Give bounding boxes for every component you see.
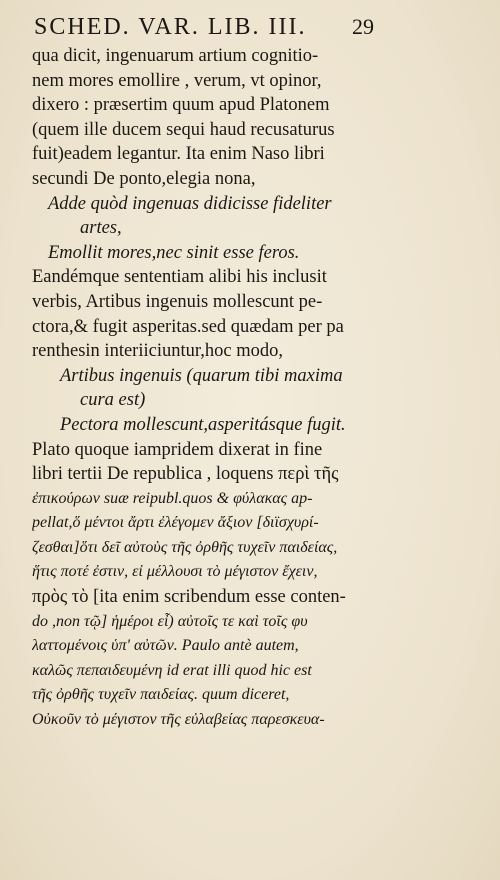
- running-head: SCHED. VAR. LIB. III.: [34, 14, 307, 40]
- verse-line: cura est): [80, 390, 146, 411]
- greek-line: καλῶς πεπαιδευμένη id erat illi quod hic est: [32, 661, 312, 679]
- text-line: renthesin interiiciuntur,hoc modo,: [32, 341, 284, 362]
- text-line: πρὸς τὸ [ita enim scribendum esse conten-: [32, 587, 346, 608]
- verse-line: artes,: [80, 218, 122, 239]
- greek-line: λαττομένοις ὑπ' αὐτῶν. Paulo antè autem,: [32, 637, 299, 655]
- text-line: dixero : præsertim quum apud Platonem: [32, 95, 330, 116]
- verse-line: Adde quòd ingenuas didicisse fideliter: [48, 193, 332, 214]
- greek-line: ἥτις ποτέ ἐστιν, εἰ μέλλουσι τὸ μέγιστον ἔχειν,: [32, 563, 318, 581]
- text-line: verbis, Artibus ingenuis mollescunt pe-: [32, 291, 323, 312]
- text-line: secundi De ponto,elegia nona,: [32, 168, 256, 189]
- greek-line: τῆς ὀρθῆς τυχεῖν παιδείας. quum diceret,: [32, 686, 290, 704]
- text-line: qua dicit, ingenuarum artium cognitio-: [32, 46, 319, 66]
- text-line: libri tertii De republica , loquens περὶ τῆς: [32, 464, 339, 485]
- page-header: [0, 14, 500, 44]
- verse-line: Pectora mollescunt,asperitásque fugit.: [60, 414, 346, 435]
- greek-line: ἐπικούρων suæ reipubl.quos & φύλακας ap-: [32, 489, 313, 507]
- text-line: Plato quoque iampridem dixerat in fine: [32, 439, 323, 460]
- text-line: Eandémque sententiam alibi his inclusit: [32, 267, 327, 288]
- text-line: (quem ille ducem sequi haud recusaturus: [32, 119, 335, 140]
- greek-line: ζεσθαι]ὅτι δεῖ αὐτοὺς τῆς ὀρθῆς τυχεῖν παιδείας,: [32, 538, 338, 556]
- greek-line: do ,non τῷ] ἡμέροι εἶ) αὐτοῖς τε καὶ τοῖς φυ: [32, 612, 308, 630]
- verse-line: Artibus ingenuis (quarum tibi maxima: [60, 365, 343, 386]
- greek-line: Οὐκοῦν τὸ μέγιστον τῆς εὐλαβείας παρεσκευα-: [32, 711, 325, 729]
- verse-line: Emollit mores,nec sinit esse feros.: [48, 242, 300, 263]
- greek-line: pellat,ὅ μέντοι ἄρτι ἐλέγομεν ἄξιον [διϊσχυρί-: [32, 514, 319, 532]
- text-line: nem mores emollire , verum, vt opinor,: [32, 70, 322, 91]
- text-line: fuit)eadem legantur. Ita enim Naso libri: [32, 144, 325, 165]
- text-line: ctora,& fugit asperitas.sed quædam per pa: [32, 316, 344, 337]
- page-number: 29: [352, 14, 374, 39]
- body-text: [32, 44, 382, 733]
